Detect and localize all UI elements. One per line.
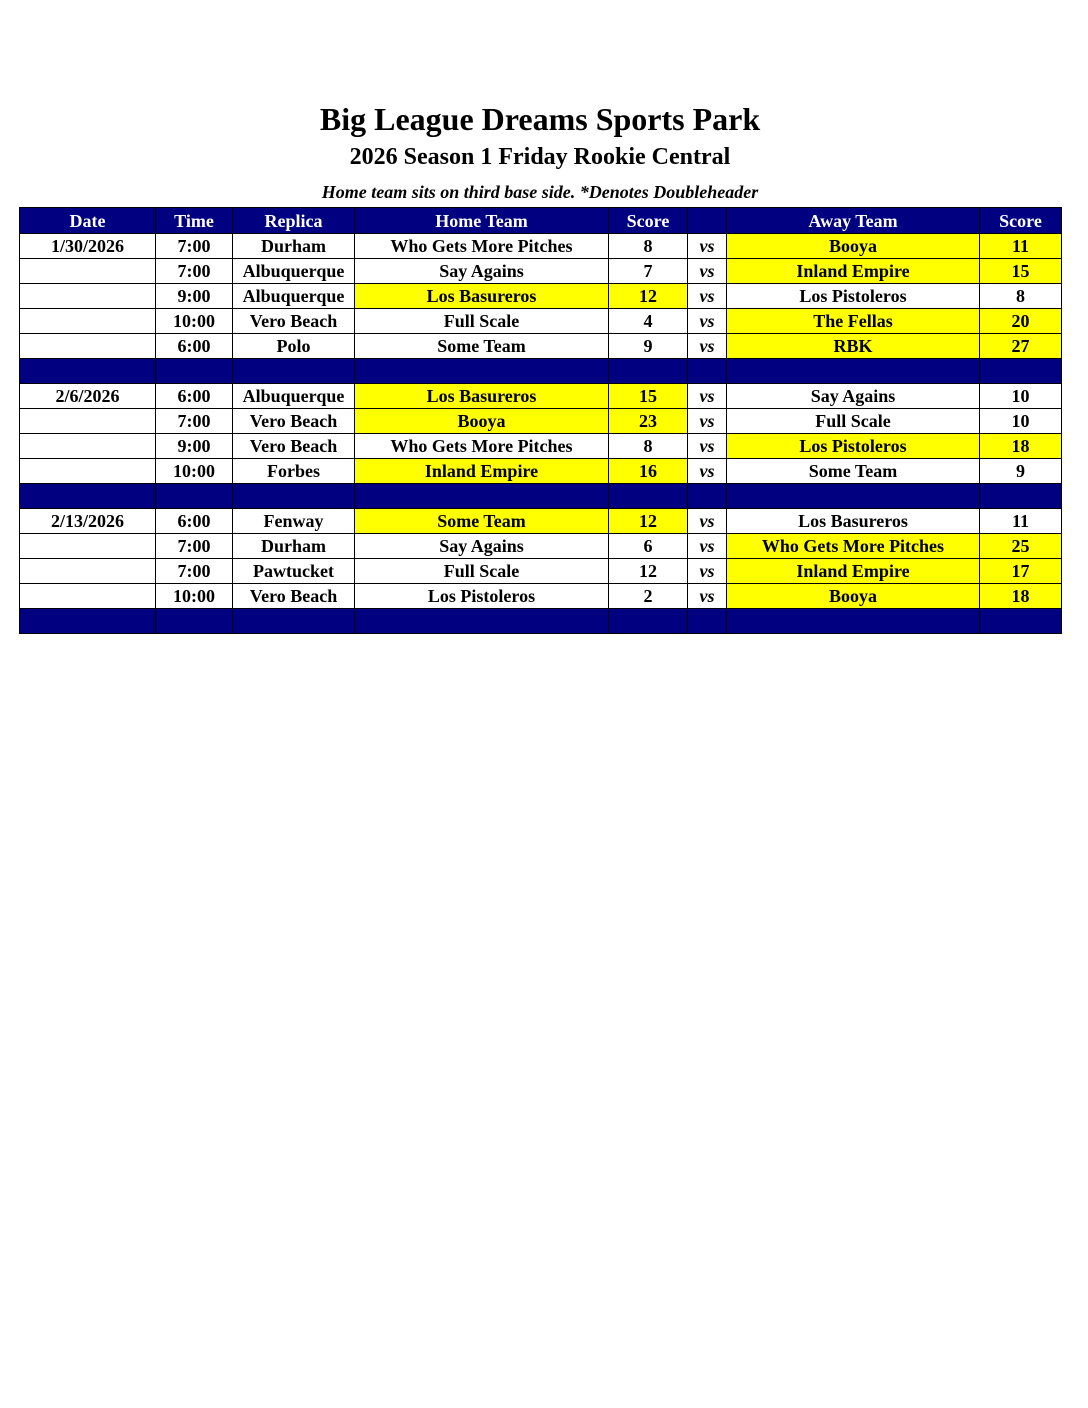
page-title: Big League Dreams Sports Park (319, 101, 761, 137)
column-header-vs (688, 208, 727, 234)
game-replica: Vero Beach (233, 584, 355, 609)
table-row (20, 509, 1062, 534)
separator-cell (355, 609, 609, 634)
versus-label: vs (688, 234, 727, 259)
table-header-row (20, 208, 1062, 234)
home-score: 12 (609, 284, 688, 309)
away-team: RBK (727, 334, 980, 359)
game-replica: Vero Beach (233, 409, 355, 434)
home-team: Los Basureros (355, 384, 609, 409)
game-date (20, 284, 156, 309)
column-header-away-score: Score (980, 208, 1062, 234)
table-row (20, 259, 1062, 284)
away-team: Inland Empire (727, 559, 980, 584)
game-date (20, 584, 156, 609)
separator-cell (727, 609, 980, 634)
away-score: 18 (980, 434, 1062, 459)
table-row (20, 234, 1062, 259)
home-team: Some Team (355, 509, 609, 534)
week-separator-row (20, 484, 1062, 509)
column-header-away-team: Away Team (727, 208, 980, 234)
home-score: 23 (609, 409, 688, 434)
separator-cell (727, 359, 980, 384)
schedule-table (19, 207, 1062, 634)
separator-cell (355, 484, 609, 509)
home-team: Who Gets More Pitches (355, 434, 609, 459)
away-team: Full Scale (727, 409, 980, 434)
versus-label: vs (688, 434, 727, 459)
away-score: 10 (980, 384, 1062, 409)
away-score: 20 (980, 309, 1062, 334)
separator-cell (688, 359, 727, 384)
versus-label: vs (688, 259, 727, 284)
table-row (20, 309, 1062, 334)
game-date (20, 534, 156, 559)
away-team: The Fellas (727, 309, 980, 334)
home-team: Los Basureros (355, 284, 609, 309)
home-score: 16 (609, 459, 688, 484)
schedule-body (20, 234, 1062, 634)
game-replica: Durham (233, 234, 355, 259)
separator-cell (233, 359, 355, 384)
home-team: Say Agains (355, 259, 609, 284)
game-date (20, 434, 156, 459)
game-replica: Durham (233, 534, 355, 559)
away-score: 17 (980, 559, 1062, 584)
schedule-note: Home team sits on third base side. *Denotes Doubleheader (321, 182, 759, 202)
home-score: 8 (609, 434, 688, 459)
game-time: 9:00 (156, 284, 233, 309)
table-row (20, 434, 1062, 459)
game-time: 7:00 (156, 409, 233, 434)
separator-cell (233, 609, 355, 634)
game-time: 7:00 (156, 259, 233, 284)
away-team: Los Pistoleros (727, 434, 980, 459)
away-score: 10 (980, 409, 1062, 434)
away-score: 8 (980, 284, 1062, 309)
column-header-time: Time (156, 208, 233, 234)
home-team: Say Agains (355, 534, 609, 559)
column-header-home-team: Home Team (355, 208, 609, 234)
separator-cell (688, 484, 727, 509)
table-row (20, 534, 1062, 559)
versus-label: vs (688, 309, 727, 334)
versus-label: vs (688, 584, 727, 609)
versus-label: vs (688, 284, 727, 309)
table-row (20, 334, 1062, 359)
table-row (20, 584, 1062, 609)
separator-cell (20, 609, 156, 634)
home-score: 15 (609, 384, 688, 409)
versus-label: vs (688, 509, 727, 534)
home-team: Full Scale (355, 309, 609, 334)
separator-cell (609, 359, 688, 384)
game-time: 7:00 (156, 559, 233, 584)
game-date (20, 309, 156, 334)
game-replica: Vero Beach (233, 434, 355, 459)
game-replica: Forbes (233, 459, 355, 484)
game-date (20, 409, 156, 434)
away-score: 9 (980, 459, 1062, 484)
game-date (20, 459, 156, 484)
home-score: 8 (609, 234, 688, 259)
game-date: 2/13/2026 (20, 509, 156, 534)
away-team: Los Pistoleros (727, 284, 980, 309)
game-date (20, 559, 156, 584)
separator-cell (20, 359, 156, 384)
separator-cell (980, 609, 1062, 634)
home-team: Inland Empire (355, 459, 609, 484)
separator-cell (355, 359, 609, 384)
versus-label: vs (688, 534, 727, 559)
away-team: Say Agains (727, 384, 980, 409)
home-team: Los Pistoleros (355, 584, 609, 609)
away-team: Los Basureros (727, 509, 980, 534)
separator-cell (980, 484, 1062, 509)
versus-label: vs (688, 459, 727, 484)
separator-cell (688, 609, 727, 634)
home-team: Full Scale (355, 559, 609, 584)
home-score: 7 (609, 259, 688, 284)
game-replica: Vero Beach (233, 309, 355, 334)
separator-cell (156, 359, 233, 384)
game-time: 10:00 (156, 584, 233, 609)
game-time: 10:00 (156, 459, 233, 484)
game-date (20, 259, 156, 284)
game-date (20, 334, 156, 359)
game-replica: Albuquerque (233, 259, 355, 284)
table-row (20, 459, 1062, 484)
separator-cell (20, 484, 156, 509)
home-score: 2 (609, 584, 688, 609)
game-time: 9:00 (156, 434, 233, 459)
home-team: Who Gets More Pitches (355, 234, 609, 259)
table-row (20, 284, 1062, 309)
away-team: Inland Empire (727, 259, 980, 284)
column-header-date: Date (20, 208, 156, 234)
home-score: 4 (609, 309, 688, 334)
separator-cell (156, 484, 233, 509)
table-row (20, 384, 1062, 409)
away-team: Who Gets More Pitches (727, 534, 980, 559)
game-replica: Albuquerque (233, 384, 355, 409)
separator-cell (156, 609, 233, 634)
game-time: 7:00 (156, 234, 233, 259)
away-score: 27 (980, 334, 1062, 359)
versus-label: vs (688, 409, 727, 434)
home-team: Booya (355, 409, 609, 434)
game-time: 7:00 (156, 534, 233, 559)
separator-cell (727, 484, 980, 509)
home-team: Some Team (355, 334, 609, 359)
game-date: 1/30/2026 (20, 234, 156, 259)
game-date: 2/6/2026 (20, 384, 156, 409)
home-score: 12 (609, 559, 688, 584)
game-time: 6:00 (156, 334, 233, 359)
column-header-home-score: Score (609, 208, 688, 234)
game-replica: Fenway (233, 509, 355, 534)
separator-cell (609, 484, 688, 509)
versus-label: vs (688, 559, 727, 584)
week-separator-row (20, 609, 1062, 634)
table-row (20, 559, 1062, 584)
home-score: 12 (609, 509, 688, 534)
away-score: 15 (980, 259, 1062, 284)
away-score: 11 (980, 234, 1062, 259)
game-replica: Pawtucket (233, 559, 355, 584)
versus-label: vs (688, 384, 727, 409)
page-subtitle: 2026 Season 1 Friday Rookie Central (349, 144, 731, 170)
away-score: 25 (980, 534, 1062, 559)
table-row (20, 409, 1062, 434)
game-time: 6:00 (156, 384, 233, 409)
away-score: 18 (980, 584, 1062, 609)
away-team: Booya (727, 234, 980, 259)
home-score: 9 (609, 334, 688, 359)
game-replica: Albuquerque (233, 284, 355, 309)
game-replica: Polo (233, 334, 355, 359)
separator-cell (980, 359, 1062, 384)
away-team: Booya (727, 584, 980, 609)
away-score: 11 (980, 509, 1062, 534)
home-score: 6 (609, 534, 688, 559)
separator-cell (233, 484, 355, 509)
separator-cell (609, 609, 688, 634)
versus-label: vs (688, 334, 727, 359)
column-header-replica: Replica (233, 208, 355, 234)
game-time: 6:00 (156, 509, 233, 534)
away-team: Some Team (727, 459, 980, 484)
game-time: 10:00 (156, 309, 233, 334)
week-separator-row (20, 359, 1062, 384)
